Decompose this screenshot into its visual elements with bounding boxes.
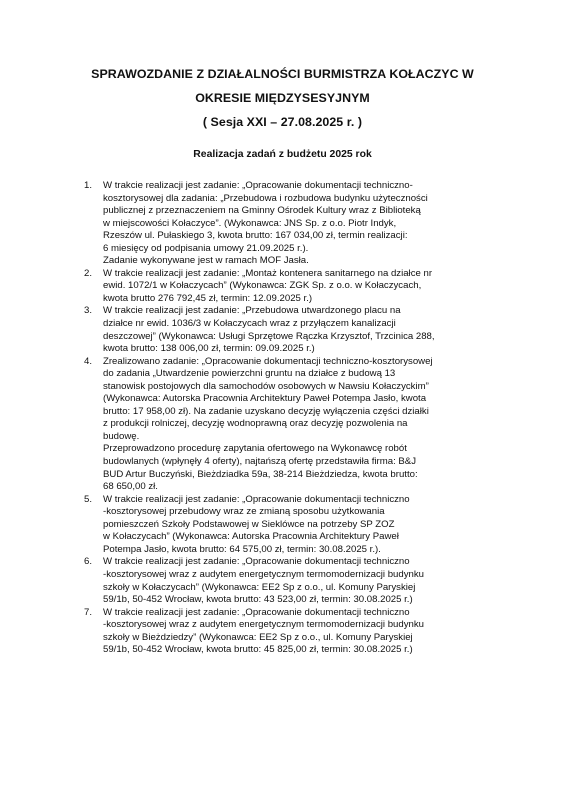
- task-text-line: kosztorysowej dla zadania: „Przebudowa i rozbudowa budynku użyteczności: [103, 192, 428, 204]
- task-text-line: Rzeszów ul. Pułaskiego 3, kwota brutto: 167 034,00 zł, termin realizacji:: [103, 230, 408, 242]
- task-item: [0, 268, 565, 306]
- task-text-line: kwota brutto: 138 006,00 zł, termin: 09.09.2025 r.): [103, 343, 315, 355]
- task-text-line: brutto: 17 958,00 zł). Na zadanie uzyskano decyzję wyłączenia części działki: [103, 405, 429, 417]
- task-text-line: z produkcji rolniczej, decyzję wodnoprawną oraz decyzję pozwolenia na: [103, 418, 408, 430]
- task-number: 7.: [84, 606, 93, 618]
- task-item: [0, 305, 565, 355]
- task-text-line: W trakcie realizacji jest zadanie: „Opracowanie dokumentacji techniczno: [103, 606, 410, 618]
- task-text-line: Potempa Jasło, kwota brutto: 64 575,00 zł, termin: 30.08.2025 r.).: [103, 543, 381, 555]
- task-item: [0, 494, 565, 557]
- task-item: [0, 356, 565, 494]
- task-text-line: szkoły w Bieżdziedzy” (Wykonawca: EE2 Sp z o.o., ul. Komuny Paryskiej: [103, 631, 413, 643]
- task-text-line: -kosztorysowej wraz z audytem energetycznym termomodernizacji budynku: [103, 619, 424, 631]
- report-session-line: ( Sesja XXI – 27.08.2025 r. ): [202, 115, 363, 129]
- task-text-line: ewid. 1072/1 w Kołaczycach” (Wykonawca: ZGK Sp. z o.o. w Kołaczycach,: [103, 280, 422, 292]
- task-text-line: W trakcie realizacji jest zadanie: „Przebudowa utwardzonego placu na: [103, 305, 401, 317]
- task-text-line: 59/1b, 50-452 Wrocław, kwota brutto: 43 523,00 zł, termin: 30.08.2025 r.): [103, 594, 413, 606]
- task-text-line: BUD Artur Buczyński, Bieżdziadka 59a, 38-214 Bieżdziedza, kwota brutto:: [103, 468, 418, 480]
- task-text-line: w miejscowości Kołaczyce”. (Wykonawca: JNS Sp. z o.o. Piotr Indyk,: [103, 217, 397, 229]
- task-text-line: pomieszczeń Szkoły Podstawowej w Sieklówce na potrzeby SP ZOZ: [103, 518, 395, 530]
- task-number: 6.: [84, 556, 93, 568]
- task-list: [0, 180, 565, 657]
- task-text-line: -kosztorysowej wraz z audytem energetycznym termomodernizacji budynku: [103, 568, 424, 580]
- report-title-line-1: SPRAWOZDANIE Z DZIAŁALNOŚCI BURMISTRZA KOŁACZYC W: [91, 67, 474, 81]
- task-text-line: -kosztorysowej przebudowy wraz ze zmianą sposobu użytkowania: [103, 506, 385, 518]
- task-text-line: działce nr ewid. 1036/3 w Kołaczycach wraz z przyłączem kanalizacji: [103, 318, 396, 330]
- task-item: [0, 607, 565, 657]
- task-text-line: Przeprowadzono procedurę zapytania ofertowego na Wykonawcę robót: [103, 443, 407, 455]
- section-subtitle: Realizacja zadań z budżetu 2025 rok: [193, 149, 372, 160]
- task-text-line: budowę.: [103, 430, 140, 442]
- task-text-line: Zadanie wykonywane jest w ramach MOF Jasła.: [103, 255, 309, 267]
- task-text-line: W trakcie realizacji jest zadanie: „Montaż kontenera sanitarnego na działce nr: [103, 267, 433, 279]
- task-number: 1.: [84, 180, 93, 191]
- task-item: [0, 556, 565, 606]
- task-text-line: kwota brutto 276 792,45 zł, termin: 12.09.2025 r.): [103, 292, 313, 304]
- task-text-line: w Kołaczycach” (Wykonawca: Autorska Pracownia Architektury Paweł: [103, 531, 399, 543]
- task-text-line: W trakcie realizacji jest zadanie: „Opracowanie dokumentacji techniczno: [103, 493, 410, 505]
- task-text-line: W trakcie realizacji jest zadanie: „Opracowanie dokumentacji techniczno-: [103, 180, 413, 191]
- task-text-line: (Wykonawca: Autorska Pracownia Architektury Paweł Potempa Jasło, kwota: [103, 393, 427, 405]
- task-text-line: Zrealizowano zadanie: „Opracowanie dokumentacji techniczno-kosztorysowej: [103, 355, 433, 367]
- task-text-line: szkoły w Kołaczycach” (Wykonawca: EE2 Sp z o.o., ul. Komuny Paryskiej: [103, 581, 416, 593]
- task-number: 5.: [84, 493, 93, 505]
- task-text-line: 68 650,00 zł.: [103, 481, 158, 493]
- task-text-line: budowlanych (wpłynęły 4 oferty), najtańszą ofertę przedstawiła firma: B&J: [103, 456, 417, 468]
- task-text-line: 59/1b, 50-452 Wrocław, kwota brutto: 45 825,00 zł, termin: 30.08.2025 r.): [103, 644, 413, 656]
- task-text-line: W trakcie realizacji jest zadanie: „Opracowanie dokumentacji techniczno: [103, 556, 410, 568]
- task-text-line: 6 miesięcy od podpisania umowy 21.09.2025 r.).: [103, 242, 309, 254]
- task-item: [0, 180, 565, 268]
- task-text-line: do zadania „Utwardzenie powierzchni gruntu na działce z budową 13: [103, 368, 396, 380]
- task-text-line: stanowisk postojowych dla samochodów osobowych w Nawsiu Kołaczyckim”: [103, 380, 429, 392]
- task-text-line: deszczowej” (Wykonawca: Usługi Sprzętowe Rączka Krzysztof, Trzcinica 288,: [103, 330, 435, 342]
- task-number: 4.: [84, 355, 93, 367]
- task-number: 3.: [84, 305, 93, 317]
- task-text-line: publicznej z przeznaczeniem na Gminny Ośrodek Kultury wraz z Biblioteką: [103, 205, 421, 217]
- task-number: 2.: [84, 267, 93, 279]
- report-title-line-2: OKRESIE MIĘDZYSESYJNYM: [195, 91, 370, 105]
